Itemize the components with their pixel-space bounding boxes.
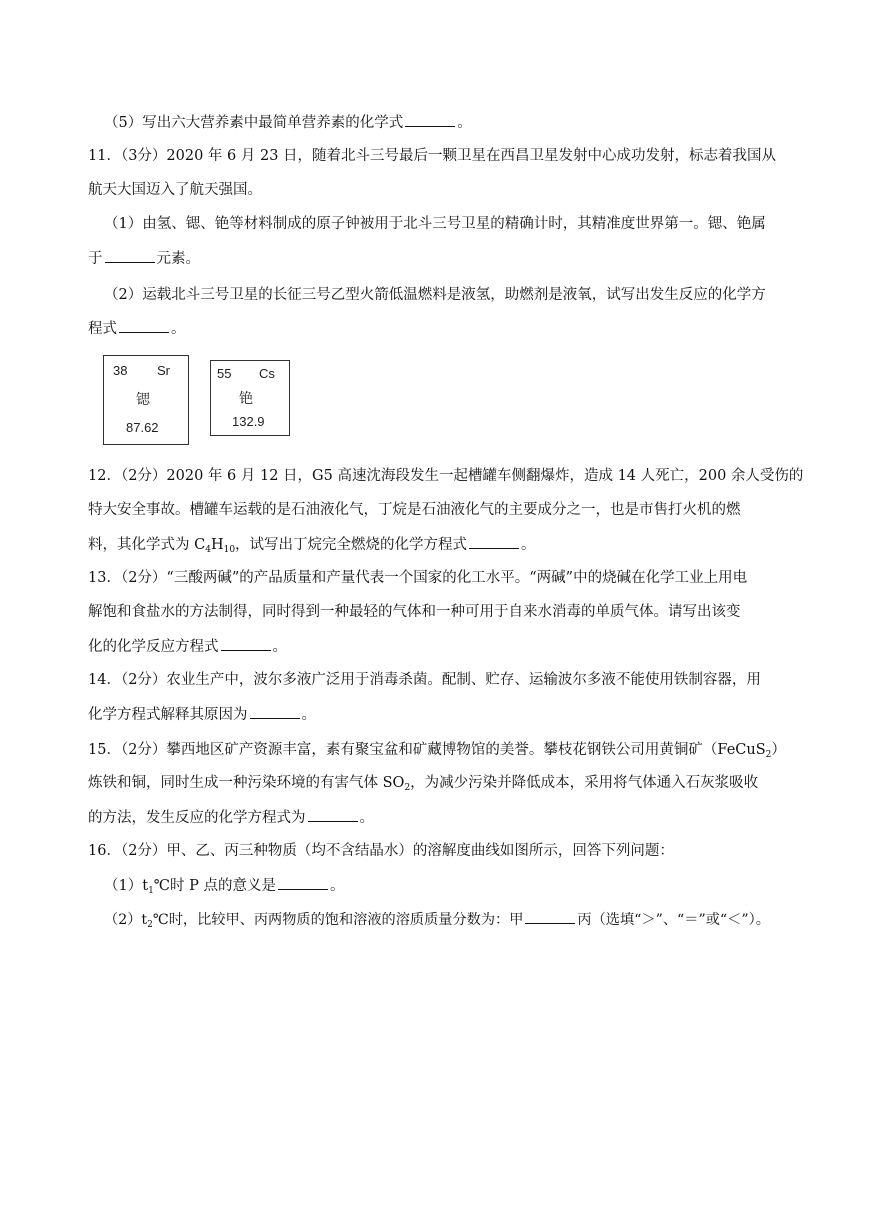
q14-line2: 化学方程式解释其原因为 。 (88, 704, 316, 725)
q11-part2-line2: 程式 。 (88, 318, 186, 339)
q11-part1-line2: 于 元素。 (88, 248, 200, 269)
q11-stem-line1: 11．（3分）2020 年 6 月 23 日，随着北斗三号最后一颗卫星在西昌卫星发射中心成功发射，标志着我国从 (88, 148, 777, 164)
q15-line2: 炼铁和铜，同时生成一种污染环境的有害气体 $SO_2$，为减少污染并降低成本，采用将气体通入石灰浆吸收 (88, 775, 759, 793)
answer-blank[interactable] (105, 248, 155, 263)
q13-line2: 解饱和食盐水的方法制得，同时得到一种最轻的气体和一种可用于自来水消毒的单质气体。请写出该变 (88, 604, 741, 620)
q11-part1-line1: （1）由氢、锶、铯等材料制成的原子钟被用于北斗三号卫星的精确计时，其精准度世界第一。锶、铯属 (104, 216, 766, 232)
q12-line1: 12．（2分）2020 年 6 月 12 日，G5 高速沈海段发生一起槽罐车侧翻爆炸，造成 14 人死亡，200 余人受伤的 (88, 468, 804, 484)
q16-part1: $(1)t_1℃$时 P 点的意义是 。 (104, 875, 345, 896)
q10-part5: （5）写出六大营养素中最简单营养素的化学式 。 (104, 112, 472, 133)
q14-line1: 14．（2分）农业生产中，波尔多液广泛用于消毒杀菌。配制、贮存、运输波尔多液不能使用铁制容器，用 (88, 672, 761, 688)
q12-line2: 特大安全事故。槽罐车运载的是石油液化气，丁烷是石油液化气的主要成分之一，也是市售打火机的燃 (88, 502, 741, 518)
element-card-strontium: 38 Sr 锶 87.62 (103, 355, 189, 445)
answer-blank[interactable] (308, 807, 358, 822)
q16-stem: 16．（2分）甲、乙、丙三种物质（均不含结晶水）的溶解度曲线如图所示，回答下列问题： (88, 843, 674, 859)
answer-blank[interactable] (119, 318, 169, 333)
q11-part2-line1: （2）运载北斗三号卫星的长征三号乙型火箭低温燃料是液氢，助燃剂是液氧，试写出发生反应的化学方 (104, 287, 766, 303)
q11-stem-line2: 航天大国迈入了航天强国。 (88, 182, 262, 198)
answer-blank[interactable] (278, 875, 328, 890)
q15-line1: 15．（2分）攀西地区矿产资源丰富，素有聚宝盆和矿藏博物馆的美誉。攀枝花钢铁公司用黄铜矿（FeCuS$_2$） (88, 742, 786, 760)
q12-line3: 料，其化学式为 $C_4H_{10}$，试写出丁烷完全燃烧的化学方程式 。 (88, 534, 536, 555)
q13-line3: 化的化学反应方程式 。 (88, 636, 287, 657)
element-card-cesium: 55 Cs 铯 132.9 (210, 360, 290, 436)
answer-blank[interactable] (525, 909, 575, 924)
answer-blank[interactable] (221, 636, 271, 651)
answer-blank[interactable] (469, 534, 519, 549)
answer-blank[interactable] (250, 704, 300, 719)
answer-blank[interactable] (405, 112, 455, 127)
q13-line1: 13．（2分）“三酸两碱”的产品质量和产量代表一个国家的化工水平。“两碱”中的烧碱在化学工业上用电 (88, 570, 748, 586)
q16-part2: $(2)t_2℃$时，比较甲、丙两物质的饱和溶液的溶质质量分数为：甲 丙（选填“＞”、“＝”或“＜”）。 (104, 909, 770, 930)
q15-line3: 的方法，发生反应的化学方程式为 。 (88, 807, 374, 828)
